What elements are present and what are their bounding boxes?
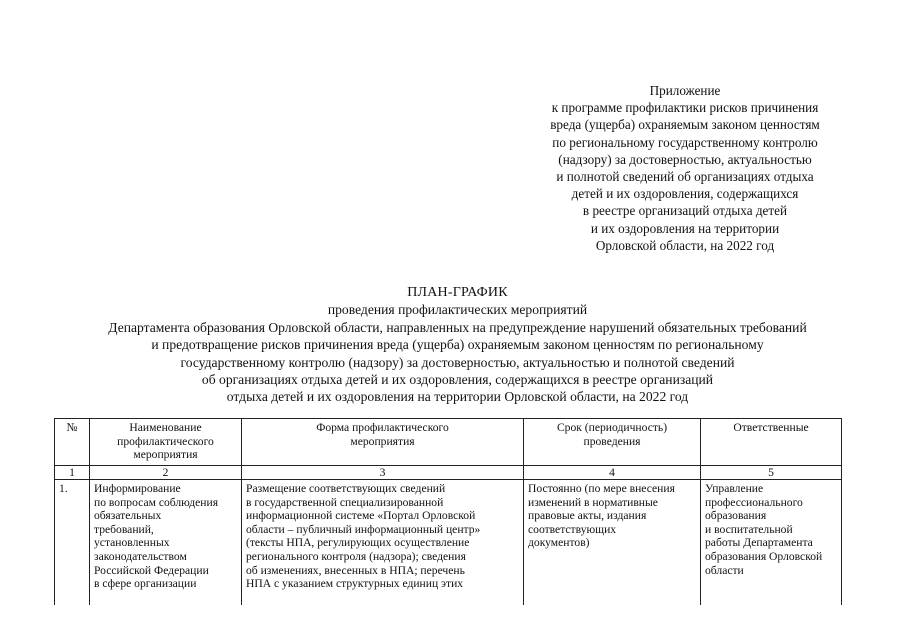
cell-text-line: требований, xyxy=(94,522,154,536)
header-cell-name xyxy=(90,419,242,466)
appendix-line: и их оздоровления на территории xyxy=(590,220,780,236)
cell-text-line: документов) xyxy=(528,536,590,550)
cell-text-line: соответствующих xyxy=(528,522,617,536)
cell-text-line: работы Департамента xyxy=(705,536,813,550)
header-text: проведения xyxy=(583,434,641,448)
cell-text-line: области – публичный информационный центр» xyxy=(246,522,481,536)
table-header-row xyxy=(55,419,842,466)
appendix-line: в реестре организаций отдыха детей xyxy=(582,203,788,219)
plan-subtitle-line: об организациях отдыха детей и их оздоровления, содержащихся в реестре организаций xyxy=(201,372,714,388)
cell-text-line: информационной системе «Портал Орловской xyxy=(246,509,476,523)
appendix-line: Приложение xyxy=(649,83,721,98)
appendix-block xyxy=(510,82,860,254)
cell-text-line: профессионального xyxy=(705,495,803,509)
appendix-line: детей и их оздоровления, содержащихся xyxy=(571,186,799,202)
plan-subtitle-line: Департамента образования Орловской области, направленных на предупреждение нарушений обязательных требований xyxy=(108,319,807,335)
column-number-cell: 3 xyxy=(242,466,524,480)
cell-text-line: НПА с указанием структурных единиц этих xyxy=(246,577,464,591)
plan-subtitle-line: отдыха детей и их оздоровления на территории Орловской области, на 2022 год xyxy=(226,389,689,405)
column-number-cell: 1 xyxy=(55,466,90,480)
cell-text-line: образования Орловской xyxy=(705,549,823,563)
cell-text-line: об изменениях, внесенных в НПА; перечень xyxy=(246,563,465,577)
cell-text-line: в государственной специализированной xyxy=(246,495,444,509)
column-number-cell: 4 xyxy=(524,466,701,480)
header-text: профилактического xyxy=(117,434,214,448)
column-number-cell: 5 xyxy=(701,466,842,480)
plan-heading-block xyxy=(50,284,865,406)
header-cell-form xyxy=(242,419,524,466)
cell-text-line: изменений в нормативные xyxy=(528,495,658,509)
appendix-line: и полнотой сведений об организациях отдыха xyxy=(556,169,814,185)
header-text: мероприятия xyxy=(133,448,198,462)
appendix-line: Орловской области, на 2022 год xyxy=(595,237,775,253)
cell-text-line: обязательных xyxy=(94,509,162,523)
header-cell-number xyxy=(55,419,90,466)
row-term-cell xyxy=(524,480,701,606)
header-cell-term xyxy=(524,419,701,466)
plan-schedule-table xyxy=(54,418,842,605)
header-text: № xyxy=(66,421,78,434)
row-form-cell xyxy=(242,480,524,606)
header-text: Наименование xyxy=(129,421,202,434)
header-text: мероприятия xyxy=(350,434,415,448)
cell-text-line: по вопросам соблюдения xyxy=(94,495,219,509)
appendix-line: к программе профилактики рисков причинения xyxy=(551,100,819,116)
cell-text-line: регионального контроля (надзора); сведения xyxy=(246,549,466,563)
cell-text-line: Российской Федерации xyxy=(94,563,209,577)
column-number-cell: 2 xyxy=(90,466,242,480)
cell-text-line: и воспитательной xyxy=(705,522,793,536)
header-text: Срок (периодичность) xyxy=(556,421,668,434)
header-cell-responsible xyxy=(701,419,842,466)
plan-title: ПЛАН-ГРАФИК xyxy=(407,285,508,300)
cell-text-line: Информирование xyxy=(94,482,181,495)
plan-subtitle-line: проведения профилактических мероприятий xyxy=(327,302,588,318)
cell-text-line: законодательством xyxy=(94,549,187,563)
row-name-cell xyxy=(90,480,242,606)
column-number-row xyxy=(55,466,842,480)
cell-text-line: области xyxy=(705,563,744,577)
plan-subtitle-line: государственному контролю (надзору) за достоверностью, актуальностью и полнотой сведений xyxy=(180,354,735,370)
cell-text-line: установленных xyxy=(94,536,170,550)
appendix-line: (надзору) за достоверностью, актуальностью xyxy=(558,151,812,167)
appendix-line: по региональному государственному контролю xyxy=(552,134,818,150)
header-text: Ответственные xyxy=(733,421,809,434)
cell-text-line: Постоянно (по мере внесения xyxy=(528,482,675,495)
header-text: Форма профилактического xyxy=(316,421,449,434)
appendix-line: вреда (ущерба) охраняемым законом ценностям xyxy=(550,117,820,133)
cell-text-line: (тексты НПА, регулирующих осуществление xyxy=(246,536,470,550)
row-number-cell: 1. xyxy=(55,480,90,606)
table-row xyxy=(55,480,842,606)
cell-text-line: правовые акты, издания xyxy=(528,509,647,523)
row-responsible-cell xyxy=(701,480,842,606)
cell-text-line: образования xyxy=(705,509,767,523)
cell-text-line: в сфере организации xyxy=(94,577,197,591)
cell-text-line: Размещение соответствующих сведений xyxy=(246,482,446,495)
cell-text-line: Управление xyxy=(705,482,764,495)
plan-subtitle-line: и предотвращение рисков причинения вреда (ущерба) охраняемым законом ценностям по региональному xyxy=(151,337,764,353)
